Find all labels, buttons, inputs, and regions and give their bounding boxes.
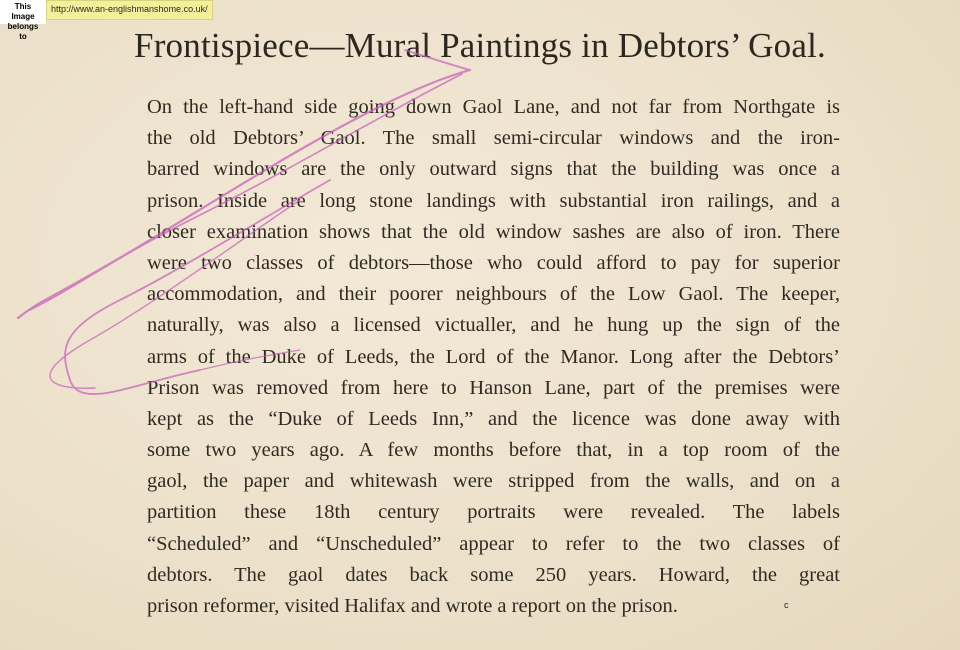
text-line: prison. Inside are long stone landings with substantial iron railings, and a [147,189,840,212]
corner-mark: c [784,600,789,610]
text-line: arms of the Duke of Leeds, the Lord of the Manor. Long after the Debtors’ [147,345,840,368]
text-line: partition these 18th century portraits were revealed. The labels [147,501,840,524]
text-line: kept as the “Duke of Leeds Inn,” and the licence was done away with [147,407,840,430]
watermark-url[interactable]: http://www.an-englishmanshome.co.uk/ [46,0,213,20]
page-title: Frontispiece—Mural Paintings in Debtors’ Goal. [134,26,826,65]
text-line: were two classes of debtors—those who could afford to pay for superior [147,251,840,274]
text-line: gaol, the paper and whitewash were stripped from the walls, and on a [147,470,840,493]
watermark [0,0,213,41]
text-line: “Scheduled” and “Unscheduled” appear to refer to the two classes of [147,532,840,555]
text-line: the old Debtors’ Gaol. The small semi-circular windows and the iron- [147,127,840,150]
text-line: Prison was removed from here to Hanson Lane, part of the premises were [147,376,840,399]
watermark-label: This Image belongs to [0,0,46,24]
body-text [147,92,840,622]
text-line: On the left-hand side going down Gaol Lane, and not far from Northgate is [147,96,840,118]
text-line: accommodation, and their poorer neighbours of the Low Gaol. The keeper, [147,283,840,306]
text-line: closer examination shows that the old window sashes are also of iron. There [147,220,840,243]
text-line: naturally, was also a licensed victualler, and he hung up the sign of the [147,314,840,337]
text-line: debtors. The gaol dates back some 250 years. Howard, the great [147,563,840,586]
text-line: barred windows are the only outward signs that the building was once a [147,158,840,181]
text-line: prison reformer, visited Halifax and wrote a report on the prison. [147,595,678,617]
text-line: some two years ago. A few months before that, in a top room of the [147,439,840,462]
